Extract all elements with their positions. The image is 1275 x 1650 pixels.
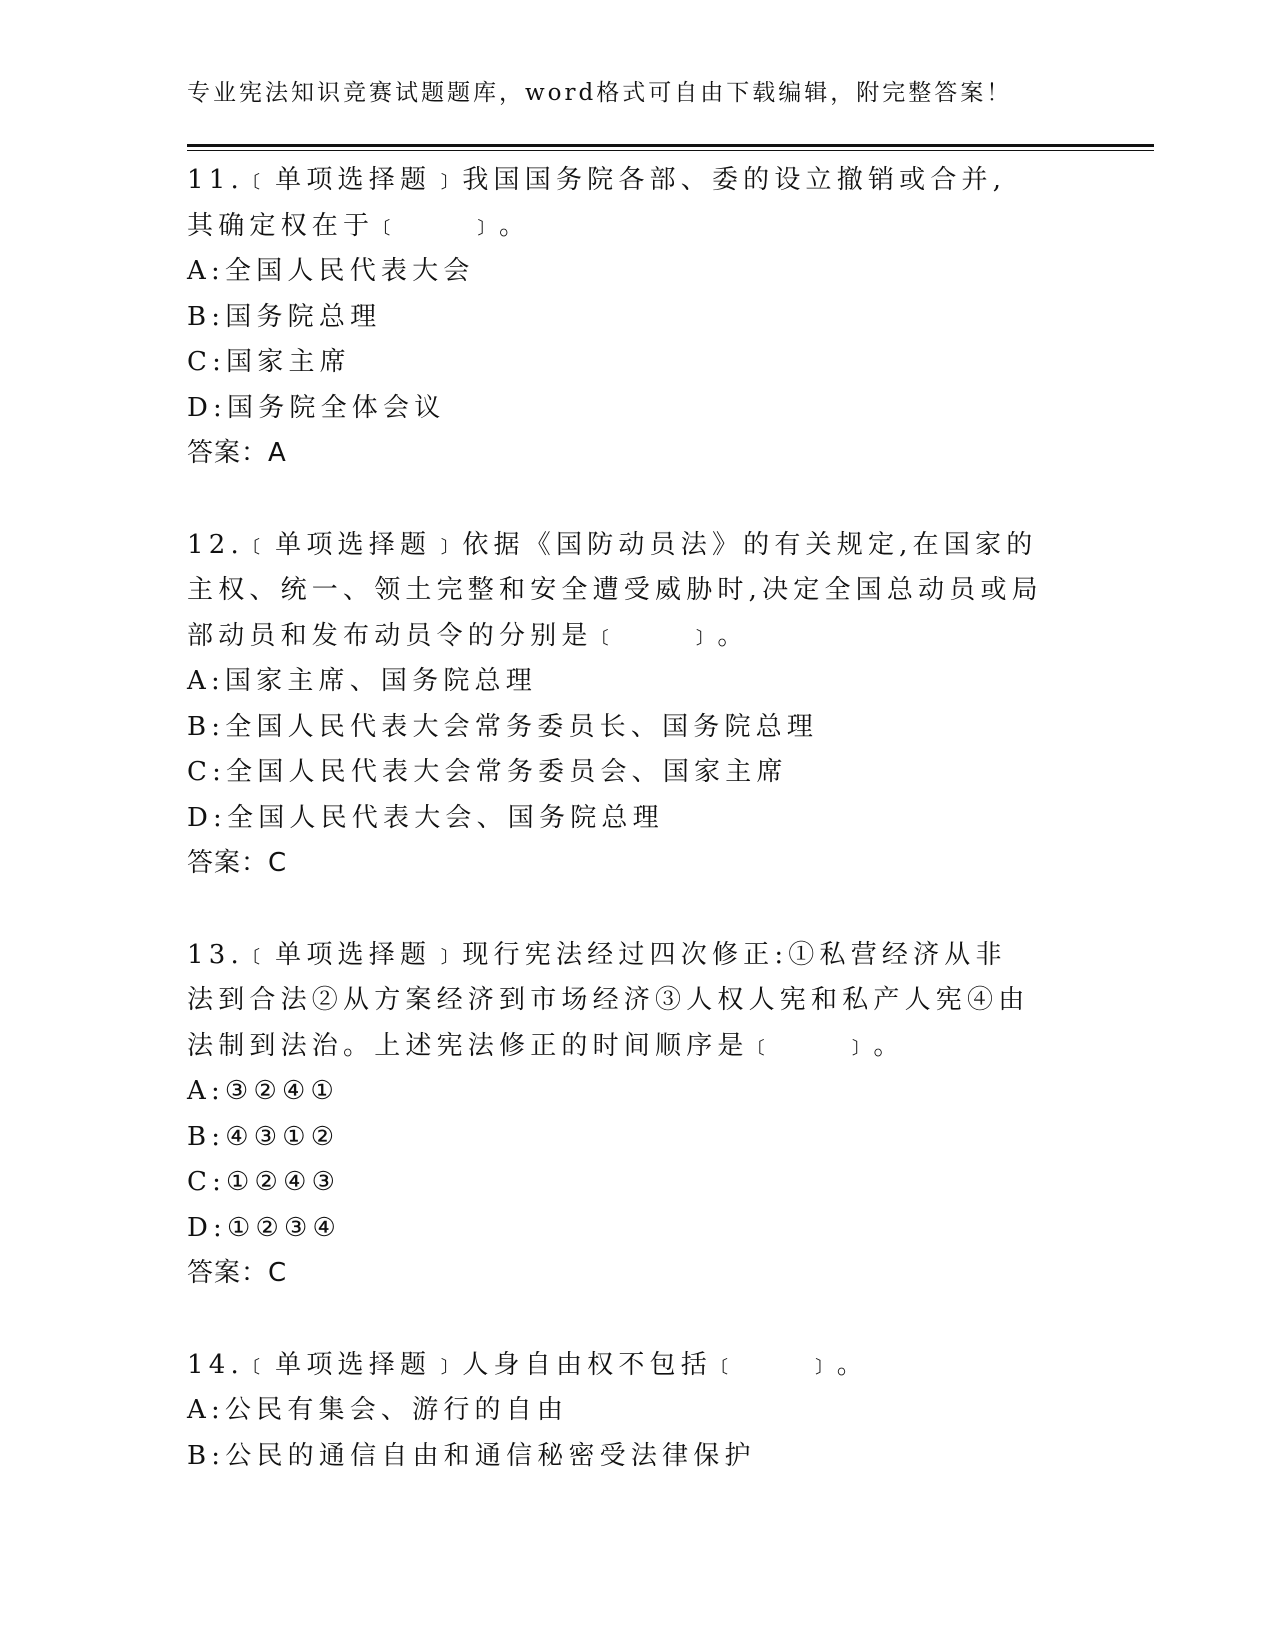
- header-rule-thick: [187, 144, 1154, 147]
- option-b: B:公民的通信自由和通信秘密受法律保护: [187, 1440, 756, 1471]
- question-stem: 11.﹝单项选择题﹞我国国务院各部、委的设立撤销或合并,其确定权在于﹝ ﹞。: [187, 165, 1007, 241]
- question-13: [187, 933, 1087, 1297]
- answer: 答案：C: [187, 1258, 288, 1288]
- option-b: B:国务院总理: [187, 301, 382, 332]
- option-d: D:国务院全体会议: [187, 392, 446, 423]
- option-d: D:①②③④: [187, 1212, 342, 1243]
- option-a: A:③②④①: [187, 1076, 339, 1106]
- option-a: A:全国人民代表大会: [187, 256, 475, 286]
- option-d: D:全国人民代表大会、国务院总理: [187, 802, 664, 833]
- option-c: C:①②④③: [187, 1167, 341, 1197]
- option-c: C:国家主席: [187, 347, 351, 377]
- option-b: B:④③①②: [187, 1121, 340, 1152]
- answer: 答案：A: [187, 438, 287, 468]
- option-a: A:公民有集会、游行的自由: [187, 1395, 569, 1425]
- option-a: A:国家主席、国务院总理: [187, 666, 537, 696]
- question-14: [187, 1343, 1087, 1480]
- question-list: [187, 158, 1087, 1479]
- question-11: [187, 158, 1087, 477]
- header-rule-thin: [187, 150, 1154, 151]
- page-header: 专业宪法知识竞赛试题题库，word格式可自由下载编辑，附完整答案！: [187, 80, 1013, 106]
- answer: 答案：C: [187, 848, 288, 878]
- option-c: C:全国人民代表大会常务委员会、国家主席: [187, 757, 788, 787]
- question-stem: 12.﹝单项选择题﹞依据《国防动员法》的有关规定,在国家的主权、统一、领土完整和安全遭受威胁时,决定全国总动员或局部动员和发布动员令的分别是﹝ ﹞。: [187, 529, 1043, 651]
- question-12: [187, 523, 1087, 887]
- question-stem: 14.﹝单项选择题﹞人身自由权不包括﹝ ﹞。: [187, 1349, 868, 1380]
- option-b: B:全国人民代表大会常务委员长、国务院总理: [187, 711, 819, 742]
- question-stem: 13.﹝单项选择题﹞现行宪法经过四次修正:①私营经济从非法到合法②从方案经济到市场经济③人权人宪和私产人宪④由法制到法治。上述宪法修正的时间顺序是﹝ ﹞。: [187, 939, 1030, 1061]
